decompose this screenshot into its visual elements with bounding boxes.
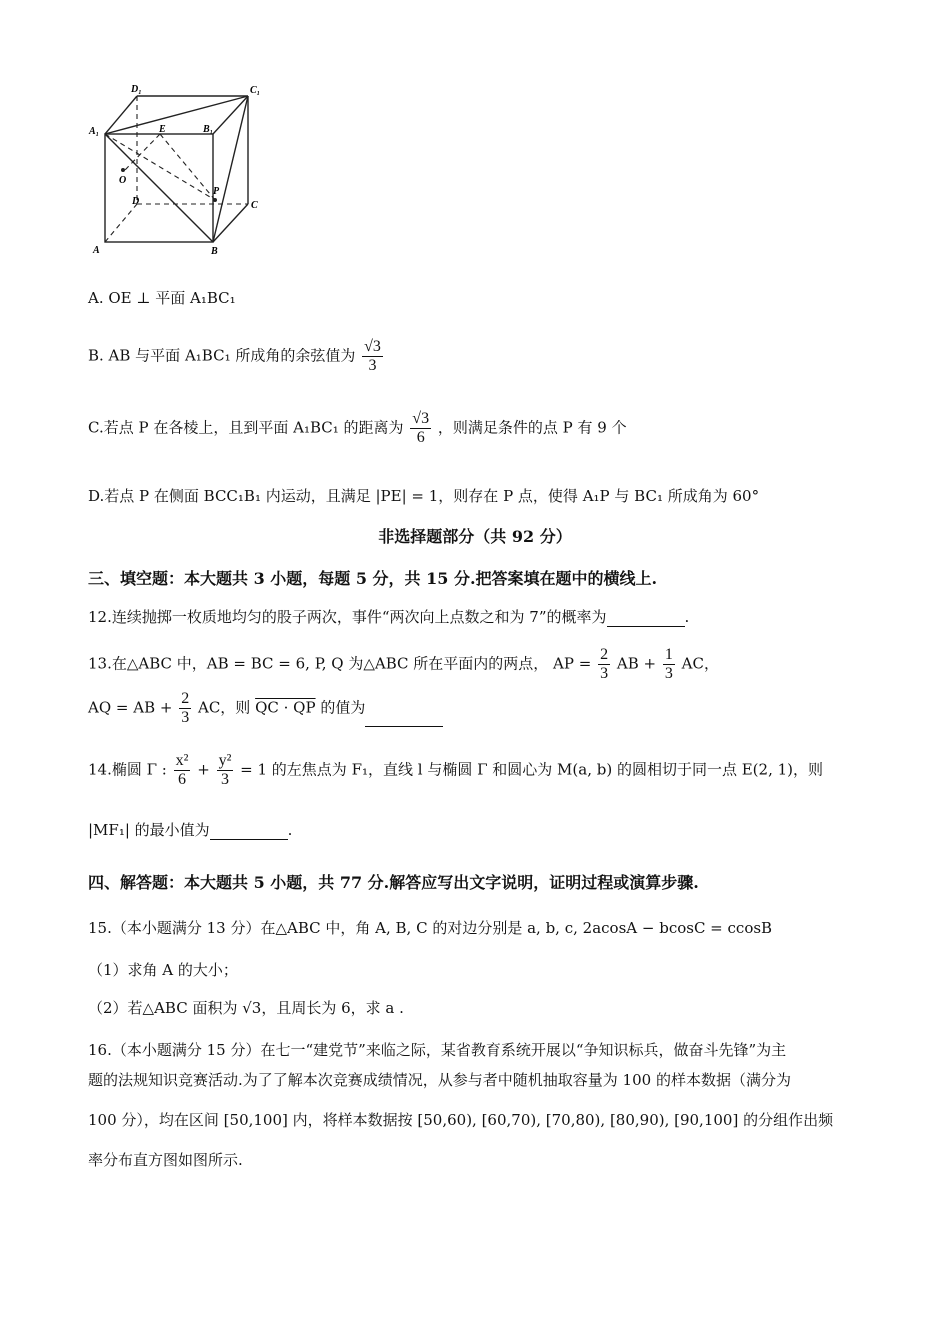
label-e: E [159,124,166,135]
section4-heading: 四、解答题：本大题共 5 小题，共 77 分.解答应写出文字说明，证明过程或演算步骤. [88,873,699,892]
q12-answer-blank[interactable] [607,610,685,627]
q14-line2-text: |MF₁| 的最小值为 [88,821,210,839]
q13-aq-frac [179,690,191,727]
q13-ap-frac2 [663,646,675,683]
label-o: O [119,175,127,186]
q14-frac1-den: 6 [178,771,187,788]
option-c-den: 6 [416,429,425,446]
q14-plus: + [197,760,210,779]
q16-line1: 16.（本小题满分 15 分）在七一“建党节”来临之际，某省教育系统开展以“争知识标兵，做奋斗先锋”为主 [88,1041,787,1059]
label-a1: A₁ [89,126,100,137]
option-c [88,410,627,447]
q13-ap-lhs: AP = [553,654,592,673]
q14-frac2-den: 3 [220,771,229,788]
q14-frac2 [217,752,234,789]
q13-ap-frac1-den: 3 [600,665,609,682]
q16-line4: 率分布直方图如图所示. [88,1151,243,1169]
edge-a1b [105,134,213,242]
q12-text: 12.连续抛掷一枚质地均匀的股子两次，事件“两次向上点数之和为 7”的概率为 [88,608,607,626]
q13-ap-mid: AB + [616,654,657,673]
q16-line2: 题的法规知识竞赛活动.为了了解本次竞赛成绩情况，从参与者中随机抽取容量为 100 的样本数据（满分为 [88,1071,791,1089]
q13-aq-frac-num: 2 [181,690,190,707]
q13-tail: 的值为 [320,698,366,717]
q14-frac1-num: x² [175,752,189,769]
point-o [121,168,125,172]
option-b [88,338,385,375]
q15-part1: （1）求角 A 的大小； [88,961,238,979]
option-a: A. OE ⊥ 平面 A₁BC₁ [88,289,236,307]
question-12: 12.连续抛掷一枚质地均匀的股子两次，事件“两次向上点数之和为 7”的概率为 . [88,608,690,626]
q13-ap-frac2-den: 3 [664,665,673,682]
q16-line3: 100 分），均在区间 [50,100] 内，将样本数据按 [50,60), [60,70), [70,80), [80,90), [90,100] 的分组作出频 [88,1111,834,1129]
q15-stem: 15.（本小题满分 13 分）在△ABC 中，角 A, B, C 的对边分别是 a, b, c, 2acosA − bcosC = ccosB [88,919,773,937]
point-p [213,198,217,202]
q14-frac2-num: y² [218,752,232,769]
option-b-fraction [362,338,383,375]
label-d1: D₁ [131,84,142,95]
q13-dot-expr: QC · QP [255,698,316,717]
question-13-line2 [88,690,443,727]
label-b1: B₁ [203,124,214,135]
label-a: A [93,245,100,256]
option-c-post: ，则满足条件的点 P 有 9 个 [437,418,627,437]
label-c: C [251,200,258,211]
q14-eq: = 1 的左焦点为 F₁，直线 l 与椭圆 Γ 和圆心为 M(a, b) 的圆相切于同一点 E(2, 1)，则 [240,760,823,779]
q13-aq-frac-den: 3 [181,709,190,726]
q13-aq-lhs: AQ = AB + [88,698,173,717]
question-14-line1 [88,752,823,789]
q13-aq-end: AC，则 [198,698,251,717]
section3-heading: 三、填空题：本大题共 3 小题，每题 5 分，共 15 分.把答案填在题中的横线上. [88,569,658,588]
question-13-line1 [88,646,719,683]
option-b-num: √3 [364,338,381,355]
option-d: D.若点 P 在侧面 BCC₁B₁ 内运动，且满足 |PE| = 1，则存在 P 点，使得 A₁P 与 BC₁ 所成角为 60° [88,487,760,505]
question-14-line2: |MF₁| 的最小值为 . [88,821,293,839]
label-c1: C₁ [250,85,261,96]
option-b-text: B. AB 与平面 A₁BC₁ 所成角的余弦值为 [88,346,356,365]
option-b-den: 3 [368,357,377,374]
option-c-fraction [410,410,431,447]
q14-pre: 14.椭圆 Γ : [88,760,167,779]
q13-ap-frac1 [598,646,610,683]
label-p: P [213,186,220,197]
q13-answer-blank[interactable] [365,710,443,727]
q13-ap-end: AC， [681,654,719,673]
cube-figure [85,82,275,262]
q14-answer-blank[interactable] [210,823,288,840]
label-b: B [211,246,218,257]
edge-a1c1 [105,96,248,134]
option-c-pre: C.若点 P 在各棱上，且到平面 A₁BC₁ 的距离为 [88,418,404,437]
label-d: D [132,196,140,207]
q15-part2: （2）若△ABC 面积为 √3，且周长为 6，求 a . [88,999,404,1017]
section-nonchoice-title: 非选择题部分（共 92 分） [378,527,572,546]
q13-line1-text: 13.在△ABC 中，AB = BC = 6, P, Q 为△ABC 所在平面内的两点， [88,654,549,673]
q14-frac1 [174,752,191,789]
q13-ap-frac2-num: 1 [664,646,673,663]
edge-bc1 [213,96,248,242]
q13-ap-frac1-num: 2 [600,646,609,663]
option-c-num: √3 [412,410,430,427]
